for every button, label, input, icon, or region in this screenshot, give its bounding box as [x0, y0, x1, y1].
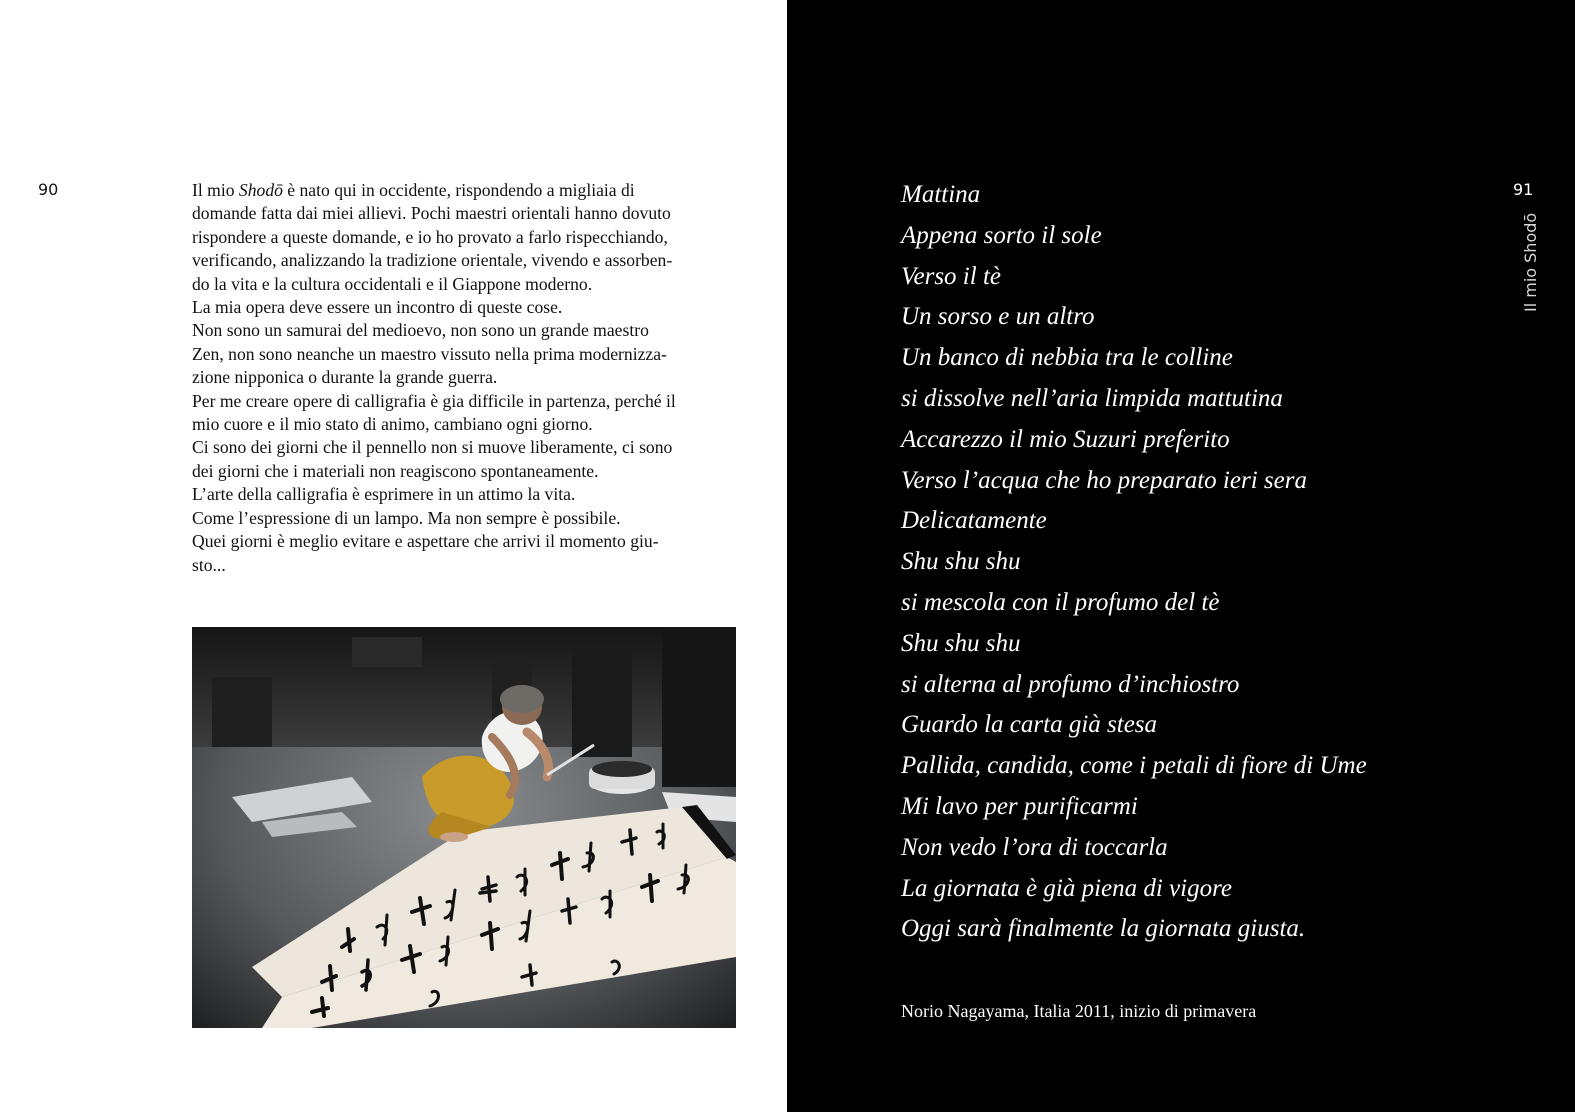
body-line: Ci sono dei giorni che il pennello non si muove liberamente, ci sono	[192, 437, 673, 458]
body-line: Zen, non sono neanche un maestro vissuto nella prima modernizza-	[192, 343, 667, 364]
poem-line: La giornata è già piena di vigore	[901, 874, 1232, 902]
body-line: do la vita e la cultura occidentali e il Giappone moderno.	[192, 273, 593, 294]
poem-line: Mi lavo per purificarmi	[901, 792, 1138, 820]
running-head: Il mio Shodō	[1521, 212, 1540, 312]
poem-line: Non vedo l’ora di toccarla	[901, 833, 1168, 861]
poem-line: si alterna al profumo d’inchiostro	[901, 670, 1240, 698]
poem	[901, 175, 1367, 950]
poem-line: Oggi sarà finalmente la giornata giusta.	[901, 915, 1306, 943]
body-line: La mia opera deve essere un incontro di queste cose.	[192, 297, 563, 318]
poem-line: Un sorso e un altro	[901, 303, 1095, 331]
poem-line: Pallida, candida, come i petali di fiore di Ume	[901, 752, 1367, 780]
body-text	[192, 179, 737, 577]
body-line: sto...	[192, 554, 226, 575]
poem-line: Delicatamente	[901, 507, 1047, 535]
poem-line: Guardo la carta già stesa	[901, 711, 1158, 739]
body-line: rispondere a queste domande, e io ho provato a farlo rispecchiando,	[192, 226, 668, 247]
poem-line: si mescola con il profumo del tè	[901, 588, 1220, 616]
page-number-right: 91	[1513, 180, 1534, 199]
poem-line: Shu shu shu	[901, 548, 1021, 576]
page-number-left: 90	[38, 180, 59, 199]
body-line: mio cuore e il mio stato di animo, cambiano ogni giorno.	[192, 414, 593, 435]
body-line: Il mio Shodō è nato qui in occidente, rispondendo a migliaia di	[192, 180, 635, 200]
poem-line: Shu shu shu	[901, 629, 1021, 657]
poem-line: Verso il tè	[901, 262, 1001, 290]
body-line: Come l’espressione di un lampo. Ma non sempre è possibile.	[192, 507, 621, 528]
poem-line: Verso l’acqua che ho preparato ieri sera	[901, 466, 1307, 494]
poem-line: si dissolve nell’aria limpida mattutina	[901, 384, 1283, 412]
poem-line: Appena sorto il sole	[901, 221, 1102, 249]
poem-line: Un banco di nebbia tra le colline	[901, 344, 1233, 372]
body-line: zione nipponica o durante la grande guerra.	[192, 367, 498, 388]
left-page	[0, 0, 787, 1112]
body-line: Per me creare opere di calligrafia è gia difficile in partenza, perché il	[192, 390, 676, 411]
body-line: L’arte della calligrafia è esprimere in un attimo la vita.	[192, 484, 576, 505]
body-line: Quei giorni è meglio evitare e aspettare che arrivi il momento giu-	[192, 531, 659, 552]
calligraphy-photo	[192, 627, 736, 1028]
body-line: domande fatta dai miei allievi. Pochi maestri orientali hanno dovuto	[192, 203, 671, 224]
poem-line: Mattina	[901, 181, 981, 208]
body-line: dei giorni che i materiali non reagiscono spontaneamente.	[192, 460, 599, 481]
body-line: Non sono un samurai del medioevo, non sono un grande maestro	[192, 320, 649, 341]
poem-line: Accarezzo il mio Suzuri preferito	[901, 425, 1230, 453]
poem-signature: Norio Nagayama, Italia 2011, inizio di primavera	[901, 1001, 1257, 1021]
body-line: verificando, analizzando la tradizione orientale, vivendo e assorben-	[192, 250, 673, 271]
calligrapher-illustration	[192, 627, 736, 1028]
